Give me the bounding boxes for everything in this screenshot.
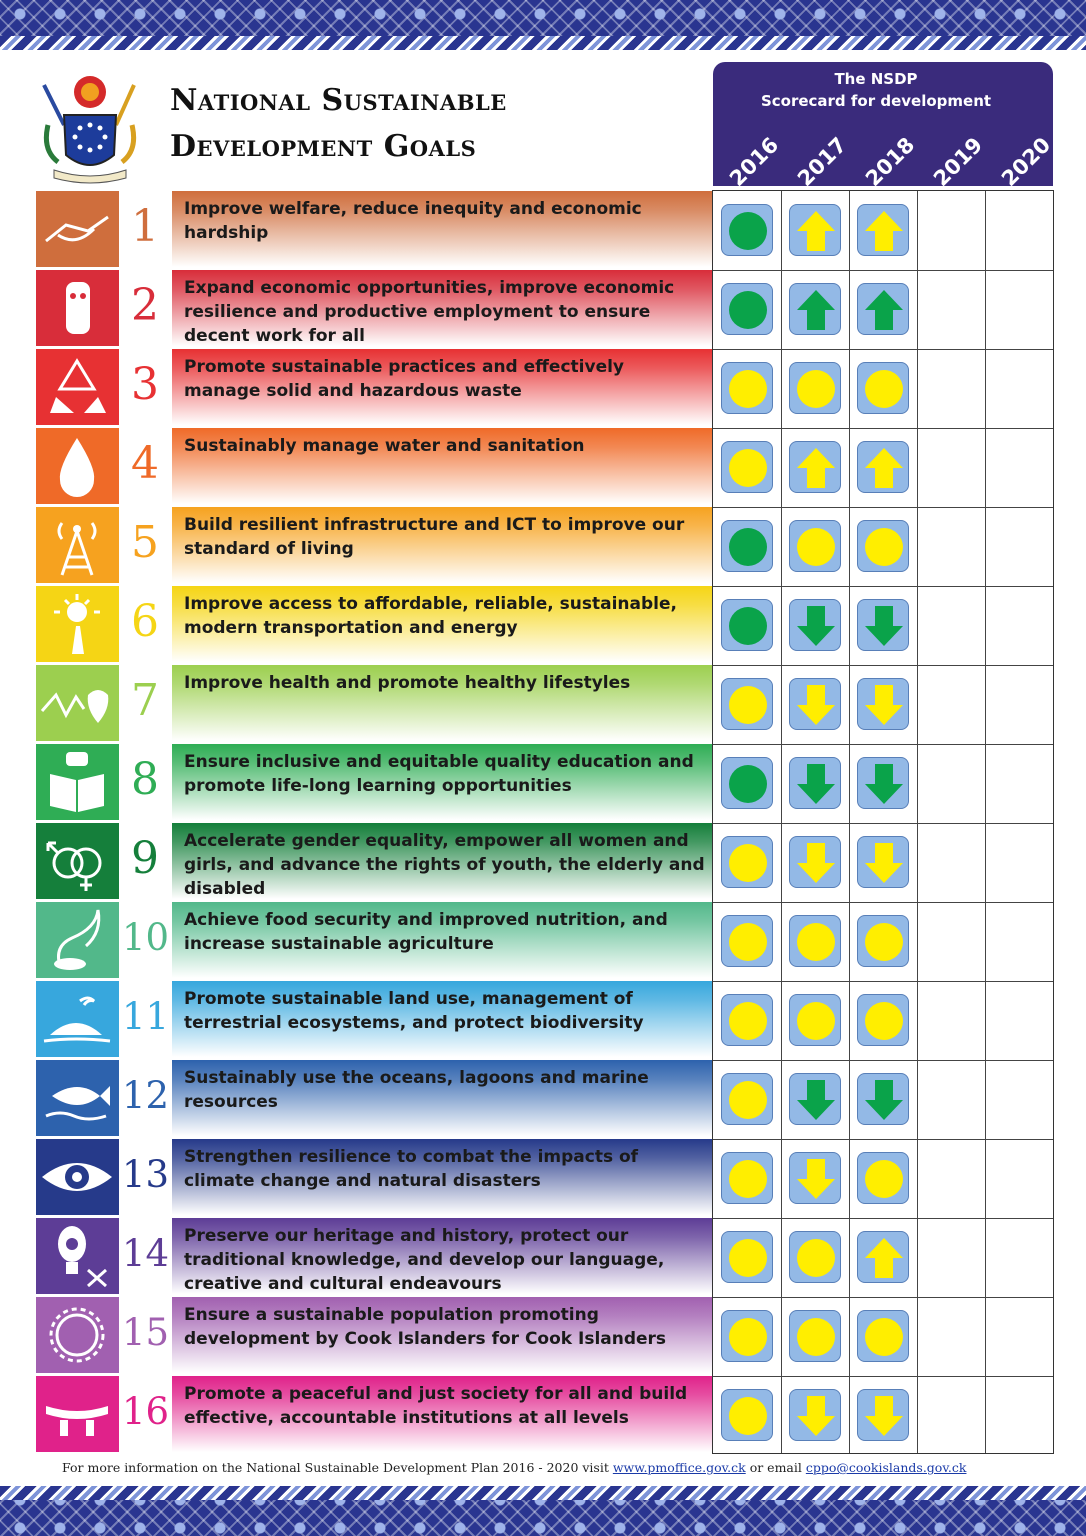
score-circle-yellow: [721, 1152, 773, 1204]
goal-text: Expand economic opportunities, improve economic resilience and productive employment to ensure decent work for all: [184, 278, 675, 346]
goal-row: [36, 902, 712, 978]
goal-number: 13: [122, 1153, 170, 1196]
score-up-yellow: [857, 1231, 909, 1283]
score-circle-yellow: [857, 915, 909, 967]
goal-row: [36, 349, 712, 425]
goal-text: Accelerate gender equality, empower all women and girls, and advance the rights of youth, the elderly and disabled: [184, 831, 705, 899]
year-label-2017: 2017: [793, 132, 852, 191]
score-down-yellow: [857, 836, 909, 888]
score-circle-green: [721, 520, 773, 572]
sprout-icon: [36, 902, 119, 978]
goal-text: Sustainably manage water and sanitation: [184, 436, 585, 456]
score-circle-green: [721, 599, 773, 651]
score-circle-yellow: [721, 441, 773, 493]
score-down-green: [857, 757, 909, 809]
score-up-yellow: [789, 441, 841, 493]
sun-road-icon: [36, 586, 119, 662]
scorecard-header: [713, 62, 1056, 191]
island-bird-icon: [36, 981, 119, 1057]
scorecard-title-line-1: The NSDP: [834, 70, 918, 88]
score-circle-yellow: [721, 1310, 773, 1362]
goal-description-box: [172, 428, 712, 504]
pmoffice-link[interactable]: www.pmoffice.gov.ck: [612, 1460, 746, 1475]
fish-icon: [36, 1060, 119, 1136]
goal-text: Sustainably use the oceans, lagoons and marine resources: [184, 1068, 649, 1112]
footer-text: For more information on the National Sustainable Development Plan 2016 - 2020 visit: [62, 1460, 613, 1475]
grid-column-line: [917, 191, 918, 1453]
grid-line: [713, 823, 1053, 824]
page-title: [170, 78, 507, 170]
grid-line: [713, 428, 1053, 429]
score-up-yellow: [789, 204, 841, 256]
grid-line: [713, 1218, 1053, 1219]
goal-number: 10: [122, 916, 170, 959]
water-drop-icon: [36, 428, 119, 504]
goal-row: [36, 191, 712, 267]
score-circle-yellow: [857, 1152, 909, 1204]
score-down-green: [789, 1073, 841, 1125]
goal-text: Strengthen resilience to combat the impacts of climate change and natural disasters: [184, 1147, 639, 1191]
goal-description-box: [172, 586, 712, 662]
score-down-yellow: [789, 1389, 841, 1441]
score-up-yellow: [857, 204, 909, 256]
score-down-yellow: [789, 678, 841, 730]
tiki-figure-icon: [36, 270, 119, 346]
score-circle-yellow: [789, 362, 841, 414]
goal-text: Build resilient infrastructure and ICT to improve our standard of living: [184, 515, 685, 559]
goal-description-box: [172, 744, 712, 820]
goal-text: Ensure a sustainable population promoting development by Cook Islanders for Cook Islanders: [184, 1305, 667, 1349]
goal-description-box: [172, 507, 712, 583]
score-circle-yellow: [789, 994, 841, 1046]
goal-description-box: [172, 270, 712, 346]
year-label-2016: 2016: [725, 132, 784, 191]
score-circle-yellow: [721, 915, 773, 967]
score-circle-yellow: [857, 1310, 909, 1362]
goal-number: 3: [131, 359, 159, 410]
goal-row: [36, 1297, 712, 1373]
score-circle-yellow: [857, 994, 909, 1046]
antenna-tower-icon: [36, 507, 119, 583]
year-label-2020: 2020: [997, 132, 1056, 191]
goal-row: [36, 270, 712, 346]
goal-number: 6: [131, 596, 159, 647]
goal-row: [36, 428, 712, 504]
goal-row: [36, 1060, 712, 1136]
grid-line: [713, 349, 1053, 350]
score-down-yellow: [857, 678, 909, 730]
score-circle-yellow: [857, 362, 909, 414]
grid-line: [713, 744, 1053, 745]
goal-row: [36, 823, 712, 899]
goal-row: [36, 665, 712, 741]
score-circle-yellow: [789, 1310, 841, 1362]
bottom-pattern-band: [0, 1486, 1086, 1536]
scorecard-title-line-2: Scorecard for development: [760, 92, 992, 110]
score-down-yellow: [789, 1152, 841, 1204]
goal-text: Improve health and promote healthy lifestyles: [184, 673, 631, 693]
title-line-1: National Sustainable: [170, 83, 507, 118]
grid-line: [713, 981, 1053, 982]
score-circle-yellow: [789, 1231, 841, 1283]
score-circle-yellow: [857, 520, 909, 572]
footer-text-middle: or email: [745, 1460, 806, 1475]
grid-line: [713, 1297, 1053, 1298]
score-down-green: [857, 599, 909, 651]
goal-number: 8: [131, 754, 159, 805]
grid-line: [713, 1139, 1053, 1140]
goal-number: 16: [122, 1390, 170, 1433]
score-down-yellow: [789, 836, 841, 888]
score-up-green: [857, 283, 909, 335]
grid-column-line: [781, 191, 782, 1453]
goal-description-box: [172, 1376, 712, 1452]
goal-row: [36, 744, 712, 820]
goal-description-box: [172, 823, 712, 899]
scorecard-grid: [712, 190, 1054, 1454]
gender-symbols-icon: [36, 823, 119, 899]
seat-bench-icon: [36, 1376, 119, 1452]
recycle-icon: [36, 349, 119, 425]
score-circle-yellow: [721, 1389, 773, 1441]
grid-line: [713, 665, 1053, 666]
footer-info: [62, 1460, 966, 1475]
heritage-tools-icon: [36, 1218, 119, 1294]
grid-line: [713, 902, 1053, 903]
goal-text: Promote sustainable practices and effectively manage solid and hazardous waste: [184, 357, 625, 401]
goal-description-box: [172, 1060, 712, 1136]
goal-row: [36, 1139, 712, 1215]
goal-row: [36, 507, 712, 583]
goal-description-box: [172, 1218, 712, 1294]
goal-number: 11: [122, 995, 170, 1038]
sun-ring-icon: [36, 1297, 119, 1373]
goal-number: 14: [122, 1232, 170, 1275]
goal-description-box: [172, 191, 712, 267]
score-circle-yellow: [721, 836, 773, 888]
goal-text: Preserve our heritage and history, protect our traditional knowledge, and develop our language, creative and cultural endeavours: [184, 1226, 665, 1294]
grid-line: [713, 270, 1053, 271]
eye-icon: [36, 1139, 119, 1215]
grid-line: [713, 1376, 1053, 1377]
goal-number: 4: [131, 438, 159, 489]
grid-line: [713, 1060, 1053, 1061]
score-circle-yellow: [789, 915, 841, 967]
goal-text: Promote sustainable land use, management of terrestrial ecosystems, and protect biodiversity: [184, 989, 644, 1033]
scorecard-title: [713, 68, 1039, 112]
goal-text: Ensure inclusive and equitable quality education and promote life-long learning opportunities: [184, 752, 694, 796]
goal-number: 9: [131, 833, 159, 884]
score-circle-yellow: [789, 520, 841, 572]
score-circle-yellow: [721, 678, 773, 730]
goal-row: [36, 586, 712, 662]
goal-description-box: [172, 665, 712, 741]
goal-description-box: [172, 1297, 712, 1373]
goal-description-box: [172, 349, 712, 425]
book-icon: [36, 744, 119, 820]
goal-number: 7: [131, 675, 159, 726]
grid-column-line: [985, 191, 986, 1453]
email-link[interactable]: cppo@cookislands.gov.ck: [805, 1460, 967, 1475]
grid-line: [713, 586, 1053, 587]
score-circle-yellow: [721, 1073, 773, 1125]
score-circle-green: [721, 204, 773, 256]
grid-line: [713, 507, 1053, 508]
goal-text: Improve access to affordable, reliable, sustainable, modern transportation and energy: [184, 594, 677, 638]
goal-row: [36, 1218, 712, 1294]
goal-text: Improve welfare, reduce inequity and economic hardship: [184, 199, 642, 243]
score-circle-yellow: [721, 362, 773, 414]
year-label-2019: 2019: [929, 132, 988, 191]
score-circle-yellow: [721, 994, 773, 1046]
goal-row: [36, 981, 712, 1057]
score-down-yellow: [857, 1389, 909, 1441]
score-circle-green: [721, 283, 773, 335]
score-down-green: [789, 757, 841, 809]
top-pattern-band: [0, 0, 1086, 50]
handshake-icon: [36, 191, 119, 267]
grid-column-line: [849, 191, 850, 1453]
title-line-2: Development Goals: [170, 129, 477, 164]
score-circle-green: [721, 757, 773, 809]
goal-number: 1: [131, 201, 159, 252]
goal-description-box: [172, 1139, 712, 1215]
goal-number: 15: [122, 1311, 170, 1354]
goal-row: [36, 1376, 712, 1452]
heartbeat-leaf-icon: [36, 665, 119, 741]
score-down-green: [789, 599, 841, 651]
goal-number: 12: [122, 1074, 170, 1117]
score-circle-yellow: [721, 1231, 773, 1283]
year-label-2018: 2018: [861, 132, 920, 191]
coat-of-arms-emblem: [34, 70, 146, 188]
score-up-green: [789, 283, 841, 335]
score-up-yellow: [857, 441, 909, 493]
goal-description-box: [172, 902, 712, 978]
goal-number: 2: [131, 280, 159, 331]
goal-text: Promote a peaceful and just society for all and build effective, accountable institutions at all levels: [184, 1384, 688, 1428]
goal-number: 5: [131, 517, 159, 568]
score-down-green: [857, 1073, 909, 1125]
goal-description-box: [172, 981, 712, 1057]
goal-text: Achieve food security and improved nutrition, and increase sustainable agriculture: [184, 910, 668, 954]
